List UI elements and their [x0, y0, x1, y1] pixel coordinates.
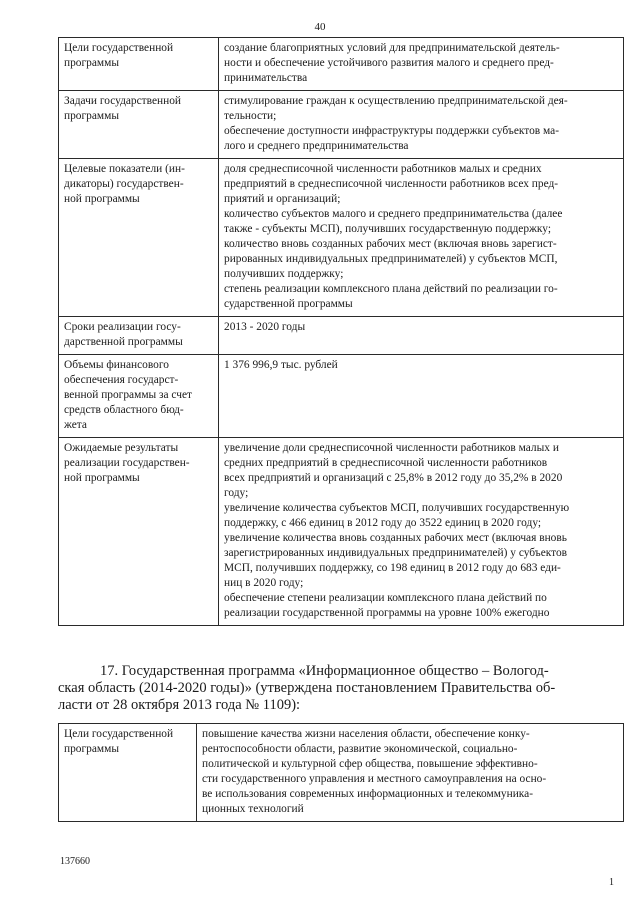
section-heading-line: ласти от 28 октября 2013 года № 1109):	[58, 697, 301, 713]
row-label-cell	[59, 317, 219, 355]
row-content-line: увеличение количества вновь созданных рабочих мест (включая вновь	[224, 532, 567, 544]
row-label-cell	[59, 355, 219, 438]
row-label-line: программы	[64, 743, 119, 755]
row-content-line: обеспечение степени реализации комплексного плана действий по	[224, 592, 547, 604]
row-content-line: ниц в 2020 году;	[224, 577, 304, 589]
row-content-line: предприятий в среднесписочной численности работников всех пред-	[224, 178, 559, 190]
row-content-cell	[219, 438, 624, 626]
table-row	[59, 159, 624, 317]
program-passport-table	[58, 37, 624, 626]
row-content-line: 1 376 996,9 тыс. рублей	[224, 359, 338, 371]
row-content-line: 2013 - 2020 годы	[224, 321, 306, 333]
row-label-line: Целевые показатели (ин-	[64, 163, 185, 175]
row-content-line: повышение качества жизни населения области, обеспечение конку-	[202, 728, 530, 740]
row-content-line: тельности;	[224, 110, 277, 122]
row-content-cell	[219, 159, 624, 317]
table-row	[59, 317, 624, 355]
row-content-line: количество субъектов малого и среднего предпринимательства (далее	[224, 208, 563, 220]
row-content-line: сударственной программы	[224, 298, 353, 310]
row-content-line: стимулирование граждан к осуществлению предпринимательской дея-	[224, 95, 568, 107]
program-17-table	[58, 723, 624, 822]
row-label-line: Цели государственной	[64, 728, 174, 740]
row-label-line: ной программы	[64, 193, 140, 205]
row-label-line: дарственной программы	[64, 336, 183, 348]
row-label-cell	[59, 724, 197, 822]
row-label-line: программы	[64, 110, 119, 122]
row-label-line: Цели государственной	[64, 42, 174, 54]
row-label-line: Объемы финансового	[64, 359, 169, 371]
row-content-line: принимательства	[224, 72, 308, 84]
row-content-cell	[197, 724, 624, 822]
row-content-line: обеспечение доступности инфраструктуры поддержки субъектов ма-	[224, 125, 559, 137]
row-content-cell	[219, 317, 624, 355]
row-label-line: Ожидаемые результаты	[64, 442, 179, 454]
row-content-line: зарегистрированных индивидуальных предпринимателей) у субъектов	[224, 547, 568, 559]
row-content-line: рированных индивидуальных предпринимателей) у субъектов МСП,	[224, 253, 558, 265]
row-label-cell	[59, 438, 219, 626]
row-label-line: ной программы	[64, 472, 140, 484]
row-content-line: увеличение количества субъектов МСП, получивших государственную	[224, 502, 570, 514]
row-content-line: ве использования современных информационных и телекоммуника-	[202, 788, 534, 800]
row-content-line: МСП, получивших поддержку, со 198 единиц в 2012 году до 683 еди-	[224, 562, 561, 574]
table-row	[59, 91, 624, 159]
row-content-cell	[219, 355, 624, 438]
page-number: 40	[314, 21, 326, 33]
row-label-cell	[59, 91, 219, 159]
table-row	[59, 724, 624, 822]
row-label-line: венной программы за счет	[64, 389, 193, 401]
section-heading-line: ская область (2014-2020 годы)» (утверждена постановлением Правительства об-	[58, 680, 556, 696]
row-content-line: также - субъекты МСП), получивших государственную поддержку;	[224, 223, 552, 235]
table-row	[59, 38, 624, 91]
row-content-line: степень реализации комплексного плана действий по реализации го-	[224, 283, 558, 295]
row-label-cell	[59, 159, 219, 317]
row-label-cell	[59, 38, 219, 91]
section-heading-line: 17. Государственная программа «Информационное общество – Вологод-	[100, 663, 549, 679]
row-content-line: политической и культурной сфер общества, повышение эффективно-	[202, 758, 538, 770]
section-heading	[58, 663, 620, 714]
row-content-line: всех предприятий и организаций с 25,8% в 2012 году до 35,2% в 2020	[224, 472, 563, 484]
row-content-line: приятий и организаций;	[224, 193, 341, 205]
row-content-line: доля среднесписочной численности работников малых и средних	[224, 163, 542, 175]
row-content-line: количество вновь созданных рабочих мест (включая вновь зарегист-	[224, 238, 557, 250]
row-label-line: средств областного бюд-	[64, 404, 184, 416]
row-content-line: получивших поддержку;	[224, 268, 344, 280]
row-label-line: программы	[64, 57, 119, 69]
row-content-line: лого и среднего предпринимательства	[224, 140, 409, 152]
row-label-line: обеспечения государст-	[64, 374, 179, 386]
row-content-line: ности и обеспечение устойчивого развития малого и среднего пред-	[224, 57, 554, 69]
row-content-line: средних предприятий в среднесписочной численности работников	[224, 457, 548, 469]
row-content-cell	[219, 38, 624, 91]
row-label-line: жета	[64, 419, 87, 431]
row-label-line: реализации государствен-	[64, 457, 190, 469]
row-content-line: ционных технологий	[202, 803, 304, 815]
table-row	[59, 438, 624, 626]
row-content-line: создание благоприятных условий для предпринимательской деятель-	[224, 42, 560, 54]
row-content-cell	[219, 91, 624, 159]
row-label-line: дикаторы) государствен-	[64, 178, 184, 190]
row-content-line: увеличение доли среднесписочной численности работников малых и	[224, 442, 559, 454]
row-label-line: Задачи государственной	[64, 95, 182, 107]
row-content-line: поддержку, с 466 единиц в 2012 году до 3522 единиц в 2020 году;	[224, 517, 542, 529]
row-content-line: реализации государственной программы на уровне 100% ежегодно	[224, 607, 550, 619]
row-content-line: рентоспособности области, развитие экономической, социально-	[202, 743, 518, 755]
document-code: 137660	[60, 856, 90, 867]
row-label-line: Сроки реализации госу-	[64, 321, 181, 333]
table-row	[59, 355, 624, 438]
row-content-line: сти государственного управления и местного самоуправления на осно-	[202, 773, 547, 785]
row-content-line: году;	[224, 487, 249, 499]
corner-mark: 1	[609, 877, 614, 888]
